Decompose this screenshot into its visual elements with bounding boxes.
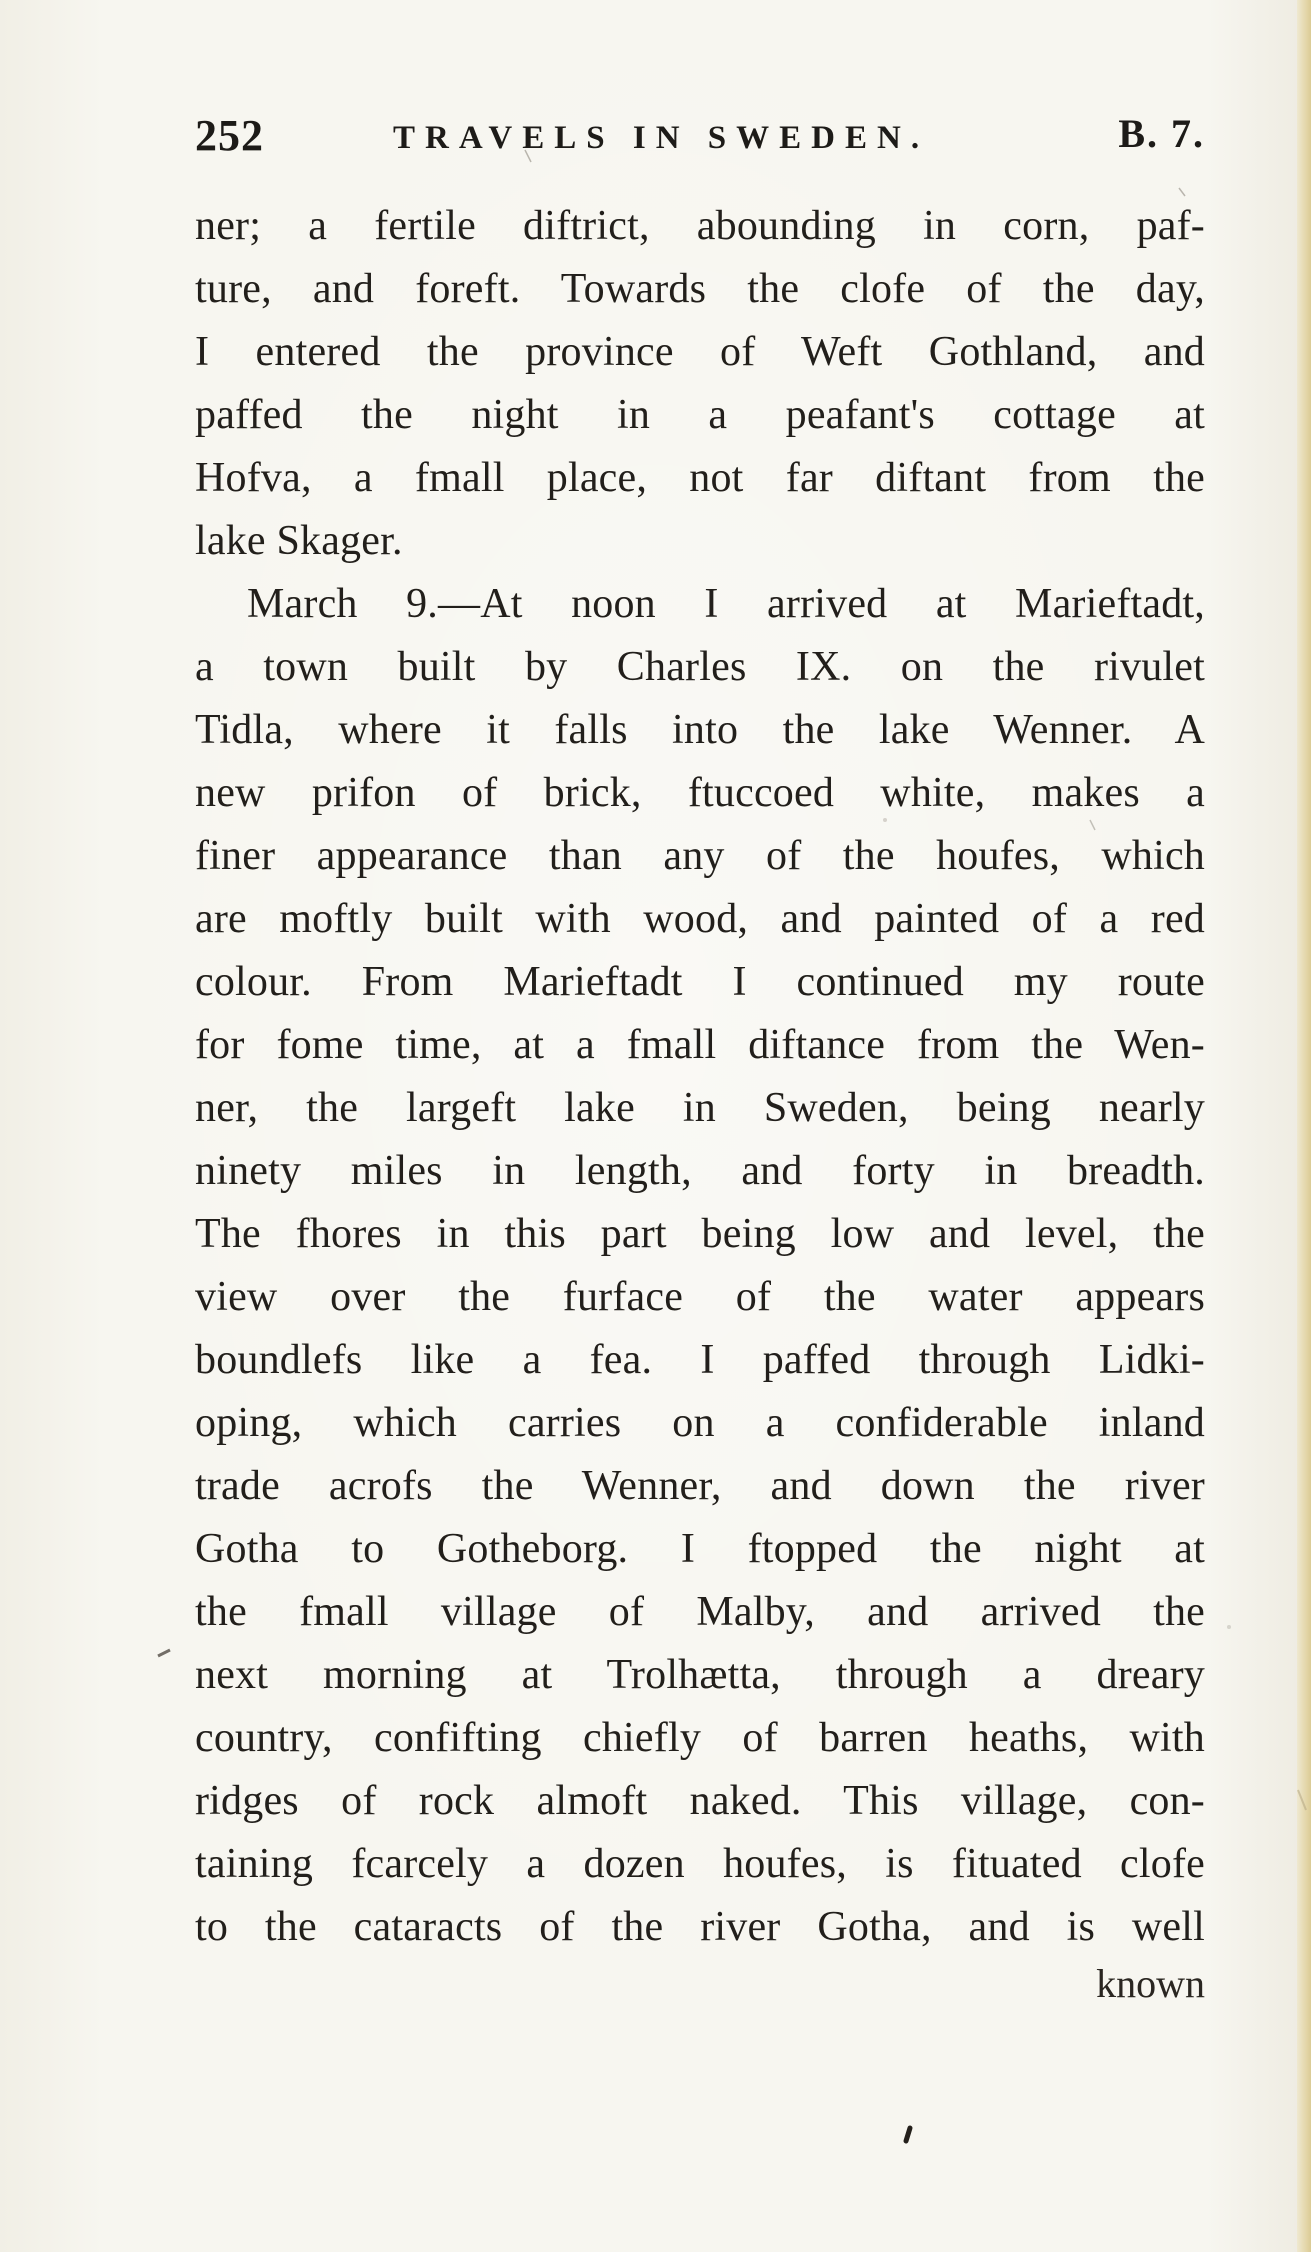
text-line: ninety miles in length, and forty in breadth. — [195, 1148, 1205, 1194]
body-text — [195, 195, 1205, 1959]
text-line: the fmall village of Malby, and arrived the — [195, 1589, 1205, 1635]
text-line: The fhores in this part being low and level, the — [195, 1211, 1205, 1257]
text-line: ridges of rock almoft naked. This village, con- — [195, 1778, 1205, 1824]
text-line: ture, and foreft. Towards the clofe of the day, — [195, 266, 1205, 312]
text-line: ner; a fertile diftrict, abounding in corn, paf- — [195, 203, 1205, 249]
text-line: view over the furface of the water appears — [195, 1274, 1205, 1320]
text-line: boundlefs like a fea. I paffed through Lidki- — [195, 1337, 1205, 1383]
text-line: next morning at Trolhætta, through a dreary — [195, 1652, 1205, 1698]
text-line: ner, the largeft lake in Sweden, being nearly — [195, 1085, 1205, 1131]
ink-speck — [906, 2128, 910, 2141]
paper-speck — [1227, 1625, 1231, 1629]
text-line: new prifon of brick, ftuccoed white, makes a — [195, 770, 1205, 816]
stray-mark — [158, 1650, 170, 1656]
text-line: a town built by Charles IX. on the rivulet — [195, 644, 1205, 690]
text-line: trade acrofs the Wenner, and down the river — [195, 1463, 1205, 1509]
text-line: paffed the night in a peafant's cottage at — [195, 392, 1205, 438]
text-line: finer appearance than any of the houfes, which — [195, 833, 1205, 879]
page-edge — [1297, 0, 1311, 2252]
book-section-mark: B. 7. — [1118, 111, 1205, 156]
text-line: oping, which carries on a confiderable inland — [195, 1400, 1205, 1446]
text-line: Hofva, a fmall place, not far diftant from the — [195, 455, 1205, 501]
text-line: March 9.—At noon I arrived at Marieftadt, — [247, 581, 1205, 627]
text-line: Gotha to Gotheborg. I ftopped the night at — [195, 1526, 1205, 1572]
text-line: are moftly built with wood, and painted of a red — [195, 896, 1205, 942]
text-line: I entered the province of Weft Gothland, and — [195, 329, 1205, 375]
page-number: 252 — [195, 111, 264, 160]
catchword: known — [1096, 1961, 1205, 2006]
text-line: to the cataracts of the river Gotha, and is well — [195, 1904, 1205, 1950]
text-line: lake Skager. — [195, 518, 403, 564]
text-line: country, confifting chiefly of barren heaths, with — [195, 1715, 1205, 1761]
text-line: taining fcarcely a dozen houfes, is fituated clofe — [195, 1841, 1205, 1887]
text-line: Tidla, where it falls into the lake Wenner. A — [195, 707, 1205, 753]
running-head — [195, 110, 1205, 170]
text-line: colour. From Marieftadt I continued my route — [195, 959, 1205, 1005]
text-line: for fome time, at a fmall diftance from the Wen- — [195, 1022, 1205, 1068]
running-title: TRAVELS IN SWEDEN. — [393, 120, 930, 156]
